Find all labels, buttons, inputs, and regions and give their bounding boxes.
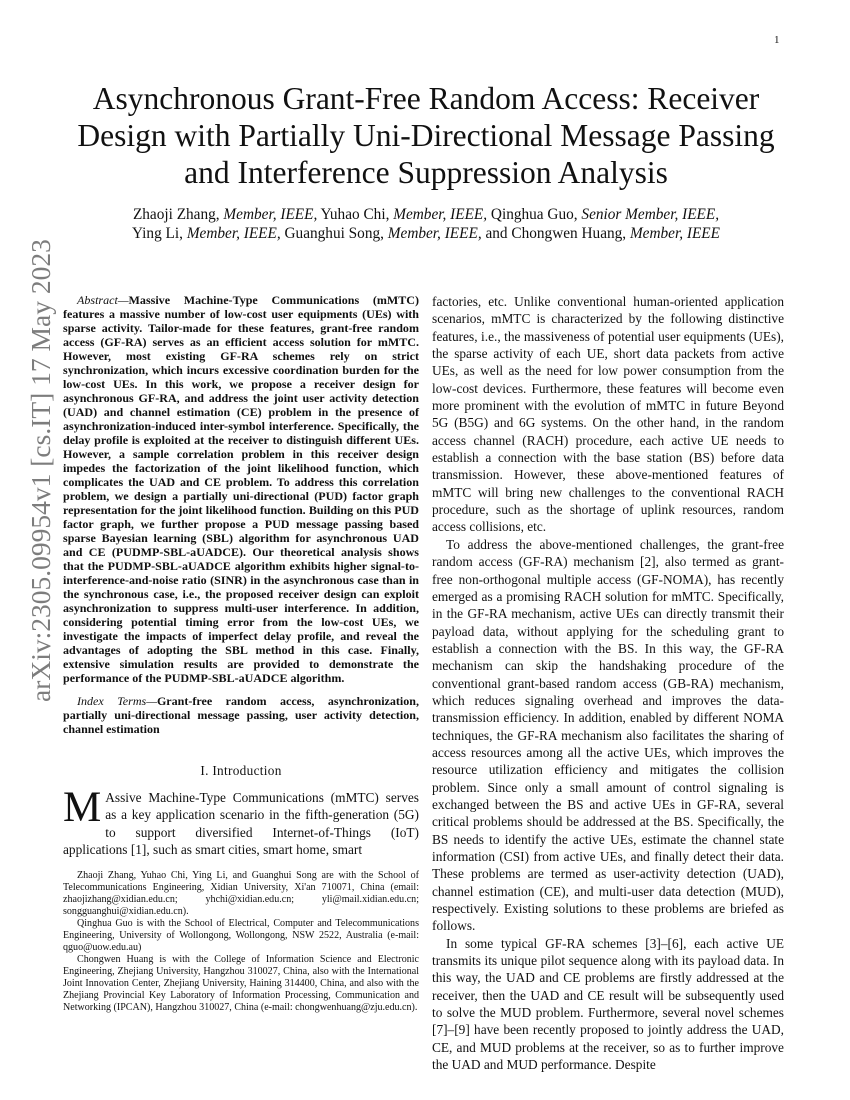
body-paragraph: factories, etc. Unlike conventional human-oriented application scenarios, mMTC is characterized by the following distinctive features, i.e., the massiveness of potential user equipments (UEs), the sparse activity of each UE, short data packets from active UEs, as well as the need for low power consumption from the low-cost devices. Furthermore, these features will become even more prominent with the evolution of mMTC in future Beyond 5G (B5G) and 6G systems. On the other hand, in the random access channel (RACH) procedure, each active UE needs to establish a connection with the base station (BS) before data transmission. However, these above-mentioned features of mMTC will bring new challenges to the conventional RACH procedure, such as the shortage of uplink resources, random access collisions, etc. <box>432 294 784 535</box>
footnote: Zhaoji Zhang, Yuhao Chi, Ying Li, and Guanghui Song are with the School of Telecommunications Engineering, Xidian University, Xi'an 710071, China (email: zhaojizhang@xidian.edu.cn; yhchi@xidian.edu.cn; yli@mail.xidian.edu.cn; songguanghui@xidian.edu.cn). <box>63 870 419 918</box>
author-name: Zhaoji Zhang, <box>132 206 224 223</box>
index-terms-heading: Index Terms— <box>77 694 157 708</box>
author-name: Qinghua Guo, <box>487 206 582 223</box>
author-name: Guanghui Song, <box>280 225 388 242</box>
index-terms-text: Grant-free random access, asynchronization, partially uni-directional message passing, user activity detection, channel estimation <box>63 694 419 736</box>
footnote: Qinghua Guo is with the School of Electrical, Computer and Telecommunications Engineering, University of Wollongong, Wollongong, NSW 2522, Australia (e-mail: qguo@uow.edu.au) <box>63 918 419 954</box>
right-column <box>432 293 784 1073</box>
footnotes <box>63 870 419 1014</box>
abstract-text: Massive Machine-Type Communications (mMTC) features a massive number of low-cost user equipments (UEs) with sparse activity. Tailor-made for these features, grant-free random access (GF-RA) serves as an efficient access solution for mMTC. However, most existing GF-RA schemes rely on strict synchronization, which incurs excessive coordination burden for the low-cost UEs. In this work, we propose a receiver design for asynchronous GF-RA, and address the joint user activity detection (UAD) and channel estimation (CE) problem in the presence of asynchronization-induced inter-symbol interference. Specifically, the delay profile is exploited at the receiver to distinguish different UEs. However, a sample correlation problem in this receiver design impedes the factorization of the joint likelihood function, which complicates the UAD and CE problem. To address this correlation problem, we design a partially uni-directional (PUD) factor graph representation for the joint likelihood function. Building on this PUD factor graph, we further propose a PUD message passing based sparse Bayesian learning (SBL) algorithm for asynchronous UAD and CE (PUDMP-SBL-aUADCE). Our theoretical analysis shows that the PUDMP-SBL-aUADCE algorithm exhibits higher signal-to-interference-and-noise ratio (SINR) in the asynchronous case than in the synchronous case, i.e., the proposed receiver design can exploit asynchronization to suppress multi-user interference. In addition, considering potential timing error from the low-cost UEs, we investigate the impacts of imperfect delay profile, and reveal the advantages of adopting the SBL method in this case. Finally, extensive simulation results are provided to demonstrate the performance of the PUDMP-SBL-aUADCE algorithm. <box>63 293 419 685</box>
body-paragraph: To address the above-mentioned challenges, the grant-free random access (GF-RA) mechanism [2], also termed as grant-free non-orthogonal multiple access (GF-NOMA), has recently emerged as a promising RACH solution for mMTC. Specifically, in the GF-RA mechanism, active UEs can directly transmit their payload data, without applying for the scheduling grant to establish a connection with the BS. In this way, the GF-RA mechanism can skip the handshaking procedure of the conventional grant-based random access (GB-RA) mechanism, which reduces signaling overhead and improves the data-transmission efficiency. In addition, enabled by different NOMA techniques, the GF-RA mechanism also facilitates the sharing of access resources among all the active UEs, which improves the resource utilization efficiency and mitigates the collision problem. Since only a small amount of control signaling is exchanged between the BS and active UEs in GF-RA, several critical problems should be addressed at the BS. Specifically, the BS needs to identify the active UEs, estimate the channel state information (CSI) from active UEs, and finally detect their data. These problems are termed as user-activity detection (UAD), channel estimation (CE), and multi-user data detection (MUD), respectively. Existing solutions to these problems are briefed as follows. <box>432 536 784 934</box>
abstract <box>63 293 419 685</box>
body-paragraph: In some typical GF-RA schemes [3]–[6], each active UE transmits its unique pilot sequence along with its payload data. In this way, the UAD and CE problems are firstly addressed at the receiver, then the UAD and CE result will be subsequently used to solve the MUD problem. Furthermore, several novel schemes [7]–[9] have been recently proposed to jointly address the UAD, CE, and MUD problems at the receiver, so as to further improve the UAD and MUD performance. Despite <box>432 935 784 1073</box>
footnote: Chongwen Huang is with the College of Information Science and Electronic Engineering, Zhejiang University, Hangzhou 310027, China, also with the International Joint Innovation Center, Zhejiang University, Haining 314400, China, and also with the Zhejiang Provincial Key Laboratory of Information Processing, Communication and Networking (IPCAN), Hangzhou 310027, China (e-mail: chongwenhuang@zju.edu.cn). <box>63 954 419 1014</box>
section-heading-introduction: I. Introduction <box>200 763 282 778</box>
author-role: Senior Member, IEEE, <box>581 206 720 223</box>
author-name: and Chongwen Huang, <box>481 225 630 242</box>
drop-cap: M <box>63 784 102 831</box>
abstract-heading: Abstract— <box>77 293 129 307</box>
author-list <box>60 205 792 243</box>
author-role: Member, IEEE, <box>223 206 318 223</box>
intro-paragraph-text: Assive Machine-Type Communications (mMTC) serves as a key application scenario in the fifth-generation (5G) to support diversified Internet-of-Things (IoT) applications [1], such as smart cities, smart home, smart <box>63 790 419 858</box>
author-name: Ying Li, <box>131 225 187 242</box>
intro-paragraph <box>63 784 419 858</box>
author-role: Member, IEEE, <box>393 206 488 223</box>
left-column <box>63 293 419 1014</box>
author-role: Member, IEEE, <box>387 225 482 242</box>
author-role: Member, IEEE, <box>186 225 281 242</box>
index-terms <box>63 694 419 736</box>
arxiv-identifier[interactable]: arXiv:2305.09954v1 [cs.IT] 17 May 2023 <box>25 239 56 702</box>
author-name: Yuhao Chi, <box>317 206 394 223</box>
paper-title: Asynchronous Grant-Free Random Access: Receiver Design with Partially Uni-Directional Message Passing and Interference Suppression Analysis <box>77 81 775 190</box>
author-role: Member, IEEE <box>629 225 720 242</box>
page-number: 1 <box>774 34 780 46</box>
